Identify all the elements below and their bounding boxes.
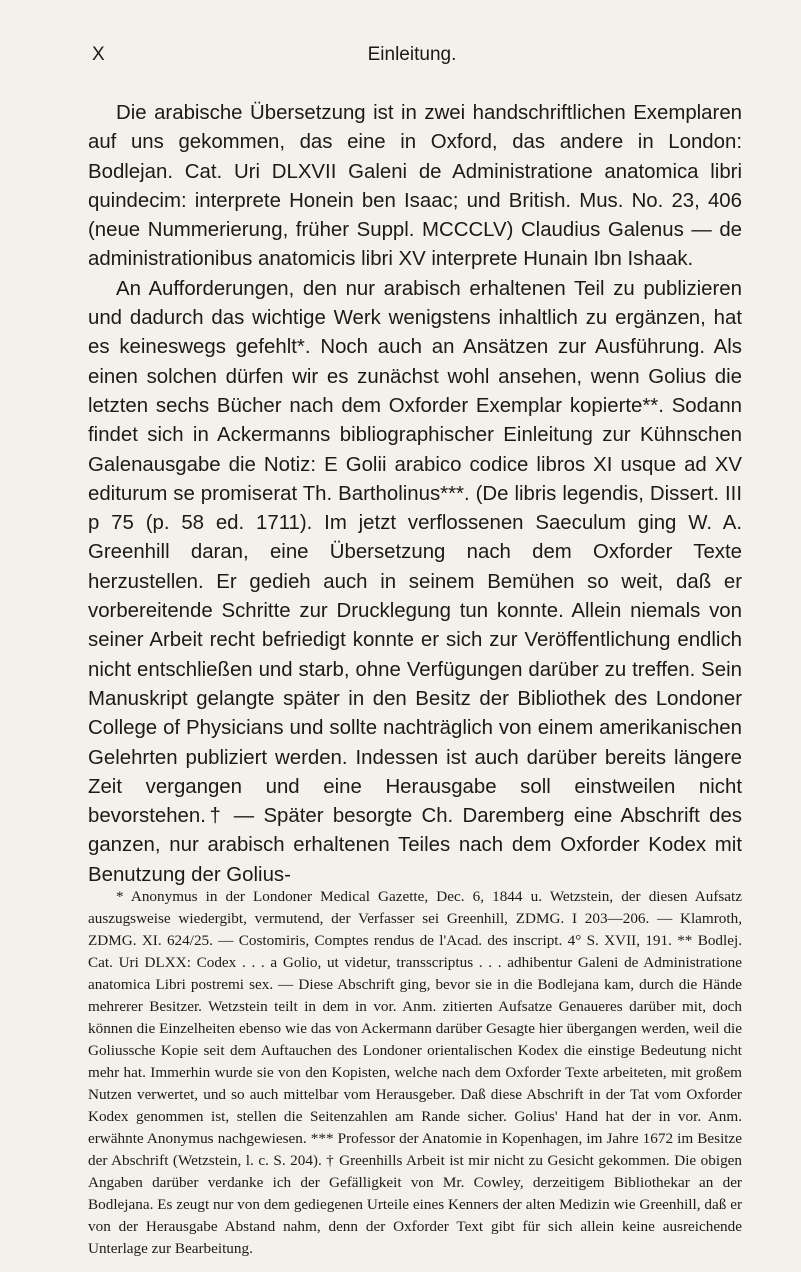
paragraph: An Aufforderungen, den nur arabisch erhaltenen Teil zu publizieren und dadurch das wichtige Werk wenigstens inhaltlich zu ergänzen, hat es keineswegs gefehlt*. Noch auch an Ansätzen zur Ausführung. Als einen solchen dürfen wir es zunächst wohl ansehen, wenn Golius die letzten sechs Bücher nach dem Oxforder Exemplar kopierte**. Sodann findet sich in Ackermanns bibliographischer Einleitung zur Kühnschen Galenausgabe die Notiz: E Golii arabico codice libros XI usque ad XV editurum se promiserat Th. Bartholinus***. (De libris legendis, Dissert. III p 75 (p. 58 ed. 1711). Im jetzt verflossenen Saeculum ging W. A. Greenhill daran, eine Übersetzung nach dem Oxforder Texte herzustellen. Er gedieh auch in seinem Bemühen so weit, daß er vorbereitende Schritte zur Drucklegung tun konnte. Allein niemals von seiner Arbeit recht befriedigt konnte er sich zur Veröffentlichung endlich nicht entschließen und starb, ohne Verfügungen darüber zu treffen. Sein Manuskript gelangte später in den Besitz der Bibliothek des Londoner College of Physicians und sollte nachträglich von einem amerikanischen Gelehrten publiziert werden. Indessen ist auch darüber bereits längere Zeit vergangen und eine Herausgabe soll einstweilen nicht bevorstehen.† — Später besorgte Ch. Daremberg eine Abschrift des ganzen, nur arabisch erhaltenen Teiles nach dem Oxforder Kodex mit Benutzung der Golius- bbox=[88, 277, 742, 886]
running-title: Einleitung. bbox=[367, 44, 457, 65]
running-head bbox=[92, 44, 732, 72]
paragraph: Die arabische Übersetzung ist in zwei handschriftlichen Exemplaren auf uns gekommen, das eine in Oxford, das andere in London: Bodlejan. Cat. Uri DLXVII Galeni de Administratione anatomica libri quindecim: interprete Honein ben Isaac; und British. Mus. No. 23, 406 (neue Nummerierung, früher Suppl. MCCCLV) Claudius Galenus — de administrationibus anatomicis libri XV interprete Hunain Ibn Ishaak. bbox=[88, 102, 742, 271]
footnotes: * Anonymus in der Londoner Medical Gazette, Dec. 6, 1844 u. Wetzstein, der diesen Aufsatz auszugsweise wiedergibt, vermutend, der Verfasser sei Greenhill, ZDMG. I 203—206. — Klamroth, ZDMG. XI. 624/25. — Costomiris, Comptes rendus de l'Acad. des inscript. 4° S. XVII, 191. ** Bodlej. Cat. Uri DLXX: Codex . . . a Golio, ut videtur, transscriptus . . . adhibentur Galeni de Administratione anatomica Libri postremi sex. — Diese Abschrift ging, bevor sie in die Bodlejana kam, durch die Hände mehrerer Besitzer. Wetzstein teilt in dem in vor. Anm. zitierten Aufsatze Genaueres darüber mit, doch können die Einzelheiten ebenso wie das von Ackermann darüber Gesagte hier übergangen werden, weil die Goliussche Kopie seit dem Auftauchen des Londoner orientalischen Kodex die einstige Bedeutung nicht mehr hat. Immerhin wurde sie von den Kopisten, welche nach dem Oxforder Texte arbeiteten, mit großem Nutzen verwertet, und so auch mittelbar vom Herausgeber. Daß diese Abschrift in der Tat vom Oxforder Kodex genommen ist, stellen die Seitenzahlen am Rande sicher. Golius' Hand hat der in vor. Anm. erwähnte Anonymus nachgewiesen. *** Professor der Anatomie in Kopenhagen, im Jahre 1672 im Besitze der Abschrift (Wetzstein, l. c. S. 204). † Greenhills Arbeit ist mir nicht zu Gesicht gekommen. Die obigen Angaben darüber verdanke ich der Gefälligkeit von Mr. Cowley, derzeitigem Bibliothekar an der Bodlejana. Es zeugt nur von dem gediegenen Urteile eines Kenners der alten Medizin wie Greenhill, daß er von der Herausgabe Abstand nahm, denn der Oxforder Text gibt für sich allein keine ausreichende Unterlage zur Bearbeitung. bbox=[88, 888, 742, 1257]
page-number: X bbox=[92, 44, 106, 65]
main-text bbox=[88, 99, 742, 890]
